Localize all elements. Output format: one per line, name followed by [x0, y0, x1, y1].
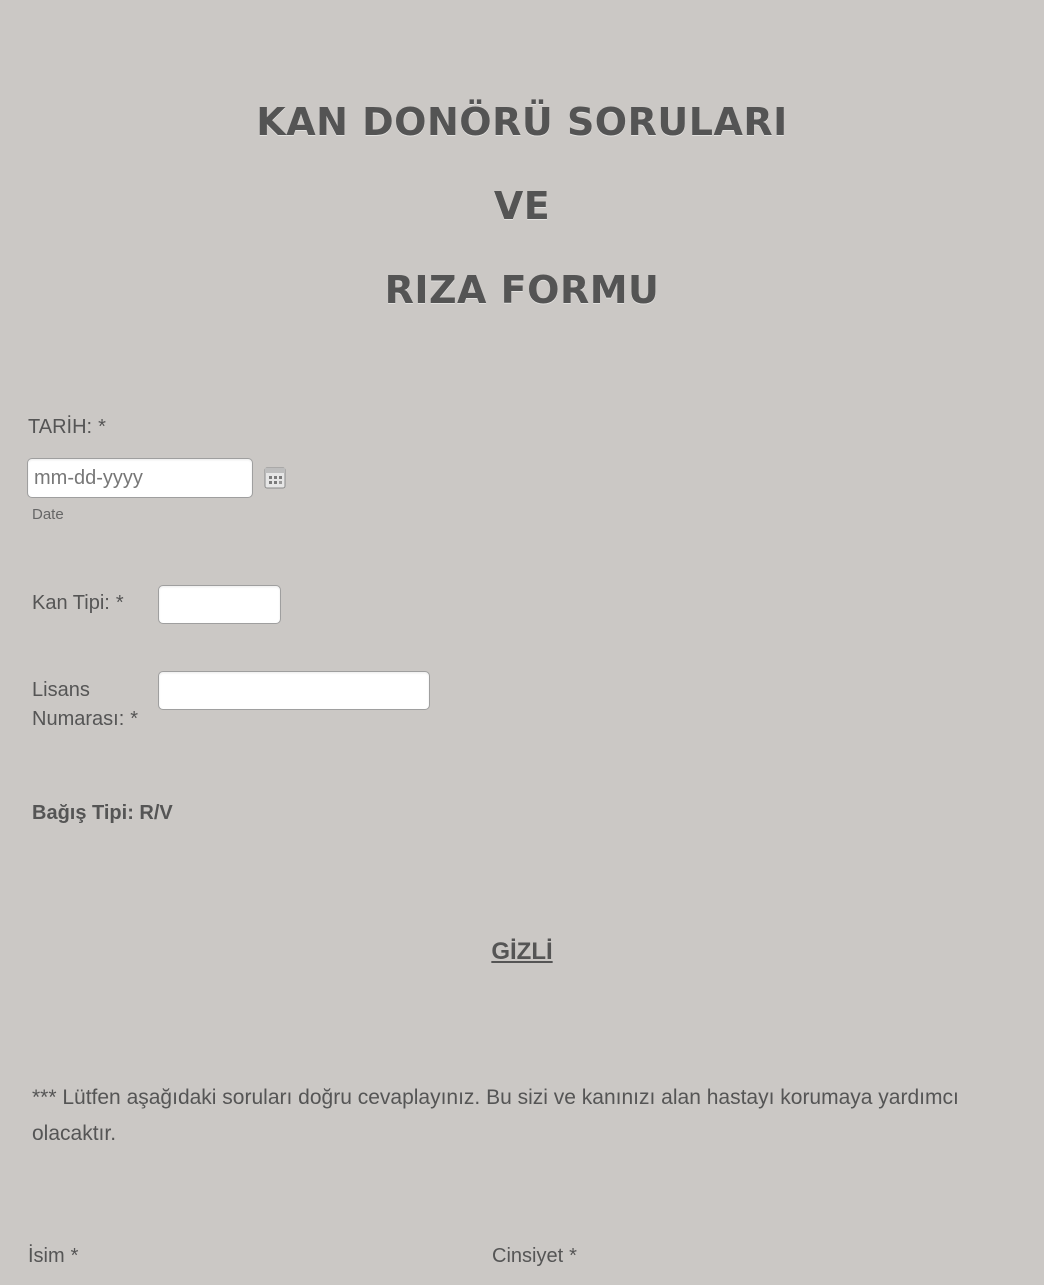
license-label-line-1: Lisans	[32, 679, 90, 701]
name-field-label	[28, 1242, 78, 1271]
required-mark: *	[70, 1245, 79, 1267]
blood-type-input[interactable]	[158, 585, 281, 624]
donation-type-text: Bağış Tipi: R/V	[32, 802, 173, 824]
required-mark: *	[569, 1245, 577, 1267]
confidential-heading: GİZLİ	[491, 938, 553, 965]
form-title-line-3: RIZA FORMU	[384, 268, 660, 312]
required-mark: *	[130, 708, 139, 730]
date-label-text: TARİH:	[28, 416, 93, 438]
required-mark: *	[98, 416, 106, 438]
date-field-label	[28, 413, 106, 442]
date-input[interactable]	[27, 458, 253, 498]
required-mark: *	[115, 592, 124, 614]
gender-label-text: Cinsiyet	[492, 1245, 564, 1267]
form-title-line-1: KAN DONÖRÜ SORULARI	[256, 100, 788, 144]
gender-field-label	[492, 1242, 577, 1271]
blood-type-label	[32, 589, 124, 618]
calendar-icon[interactable]	[264, 467, 286, 489]
license-label	[32, 676, 138, 734]
form-title-line-2: VE	[493, 184, 551, 228]
license-label-line-2: Numarası:	[32, 708, 125, 730]
instructions-text: *** Lütfen aşağıdaki soruları doğru cevaplayınız. Bu sizi ve kanınızı alan hastayı korumaya yardımcı olacaktır.	[32, 1086, 959, 1145]
date-sublabel: Date	[32, 506, 64, 523]
blood-type-label-text: Kan Tipi:	[32, 592, 110, 614]
license-number-input[interactable]	[158, 671, 430, 710]
name-label-text: İsim	[28, 1245, 65, 1267]
